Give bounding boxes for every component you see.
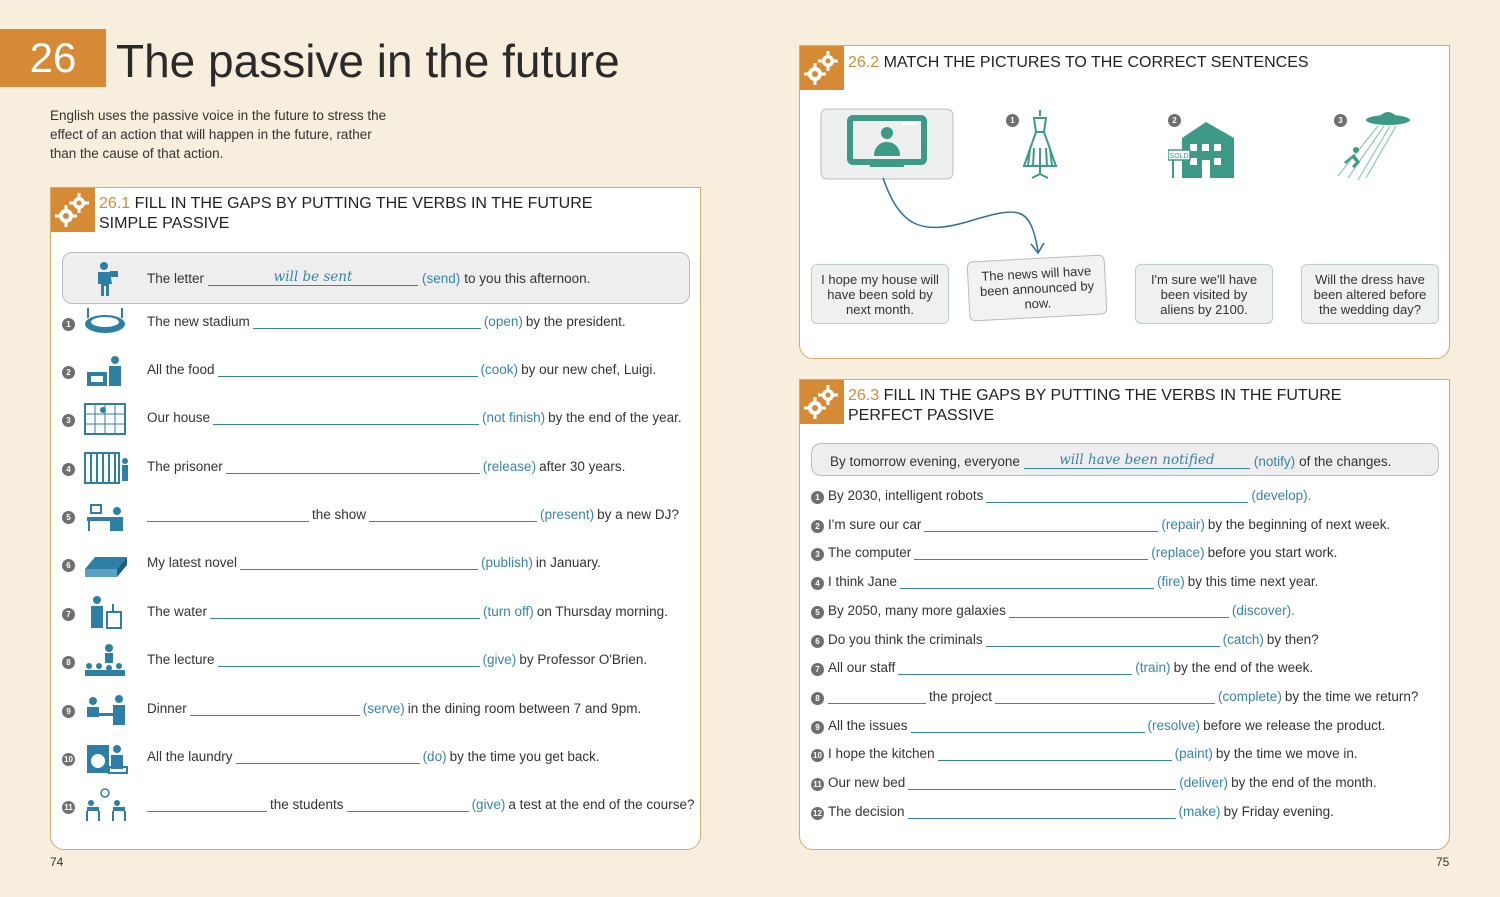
item-text-pre: All our staff — [828, 660, 896, 676]
item-text-pre: The decision — [828, 803, 905, 819]
item-verb: (do) — [422, 749, 447, 764]
gear-icon — [800, 46, 844, 90]
item-number: 10 — [811, 749, 824, 762]
item-verb: (fire) — [1157, 574, 1185, 590]
answer-blank[interactable] — [236, 750, 420, 764]
item-number: 8 — [62, 656, 75, 669]
dining-icon — [83, 691, 129, 727]
answer-blank[interactable] — [147, 508, 309, 522]
item-text-pre: The lecture — [147, 652, 215, 667]
svg-text:SOLD: SOLD — [1169, 153, 1189, 160]
answer-blank[interactable] — [908, 776, 1176, 790]
example-post: to you this afternoon. — [464, 271, 591, 286]
answer-blank[interactable] — [347, 798, 469, 812]
answer-blank[interactable] — [369, 508, 537, 522]
item-text-post: by the end of the week. — [1173, 660, 1314, 676]
item-text-post: by the end of the month. — [1231, 775, 1377, 790]
item-text-pre: My latest novel — [147, 555, 238, 570]
item-verb: (give) — [482, 652, 517, 667]
item-verb: (repair) — [1161, 516, 1205, 532]
item-verb: (present) — [540, 507, 595, 522]
prison-icon — [83, 449, 129, 485]
item-number: 5 — [62, 511, 75, 524]
exercise-item — [828, 775, 1380, 790]
item-number: 8 — [811, 692, 824, 705]
example-pre: By tomorrow evening, everyone — [830, 454, 1020, 469]
exercise-number: 26.1 — [99, 195, 131, 212]
exercise-item — [147, 410, 685, 425]
example-answer: will have been notified — [1024, 452, 1250, 469]
answer-blank[interactable] — [924, 518, 1158, 532]
sold-house-icon — [1168, 118, 1238, 180]
answer-blank[interactable] — [995, 690, 1215, 704]
item-text-post: by then? — [1266, 631, 1319, 647]
page-title: The passive in the future — [116, 35, 620, 87]
item-number: 9 — [62, 705, 75, 718]
item-text-post: by the end of the year. — [548, 410, 682, 425]
exercise-title — [848, 386, 1341, 426]
item-verb: (serve) — [362, 701, 405, 716]
page-number-right: 75 — [1436, 855, 1450, 869]
item-verb: (paint) — [1174, 746, 1213, 762]
exercise-item — [828, 517, 1393, 532]
exercise-item — [147, 555, 604, 570]
exercise-title — [99, 194, 592, 234]
exercise-number: 26.3 — [848, 387, 880, 404]
item-text-pre: All the issues — [828, 717, 908, 733]
item-text-pre: The water — [147, 604, 208, 619]
item-verb: (develop). — [1251, 488, 1312, 503]
exercise-title-line2: SIMPLE PASSIVE — [99, 215, 230, 232]
answer-blank[interactable] — [1009, 604, 1229, 618]
exercise-item — [147, 459, 628, 474]
item-text-pre: The prisoner — [147, 459, 223, 474]
exercise-item — [147, 797, 697, 812]
exercise-item — [828, 718, 1388, 733]
answer-blank[interactable] — [218, 363, 478, 377]
book-icon — [83, 545, 129, 581]
example-box — [62, 252, 690, 304]
sentence-card[interactable]: Will the dress have been altered before the wedding day? — [1301, 264, 1439, 324]
example-pre: The letter — [147, 271, 205, 286]
ufo-icon — [1326, 108, 1414, 180]
item-text-pre: All the food — [147, 362, 215, 377]
item-text-post: by this time next year. — [1187, 574, 1319, 590]
item-verb: (resolve) — [1147, 717, 1201, 733]
picture-number: 1 — [1006, 114, 1019, 127]
exercise-item — [828, 488, 1314, 503]
answer-blank[interactable] — [914, 546, 1148, 560]
exercise-title-line2: PERFECT PASSIVE — [848, 407, 995, 424]
exercise-26-3-panel — [799, 379, 1450, 850]
item-verb: (publish) — [481, 555, 533, 570]
answer-blank[interactable] — [253, 315, 481, 329]
item-text-pre: Our house — [147, 410, 211, 425]
gear-icon — [800, 380, 844, 424]
item-text-pre: The new stadium — [147, 314, 250, 329]
item-text-pre: I hope the kitchen — [828, 746, 935, 762]
exercise-item — [147, 749, 603, 764]
item-verb: (cook) — [480, 362, 519, 377]
item-number: 2 — [811, 520, 824, 533]
item-text-post: a test at the end of the course? — [508, 797, 695, 812]
item-number: 6 — [62, 559, 75, 572]
match-arrow — [880, 176, 1060, 256]
item-text-pre: Our new bed — [828, 775, 906, 790]
item-number: 9 — [811, 721, 824, 734]
item-number: 11 — [811, 778, 824, 791]
item-verb: (open) — [483, 314, 523, 329]
exercise-item — [828, 603, 1298, 618]
item-verb: (give) — [471, 797, 506, 812]
item-text-mid: the students — [270, 797, 344, 812]
item-text-post: before we release the product. — [1203, 717, 1386, 733]
lecture-icon — [83, 642, 129, 678]
item-text-post: by the time we return? — [1284, 688, 1419, 704]
answer-blank[interactable] — [213, 411, 479, 425]
item-text-post: by Professor O'Brien. — [519, 652, 648, 667]
item-number: 4 — [62, 463, 75, 476]
answer-blank[interactable] — [986, 633, 1220, 647]
item-number: 4 — [811, 577, 824, 590]
exercise-item — [147, 362, 659, 377]
answer-blank[interactable] — [986, 489, 1248, 503]
item-verb: (complete) — [1218, 688, 1282, 704]
answer-blank[interactable] — [911, 719, 1145, 733]
answer-blank[interactable] — [226, 460, 480, 474]
exercise-title-line1: FILL IN THE GAPS BY PUTTING THE VERBS IN THE FUTURE — [134, 195, 593, 212]
example-verb: (notify) — [1253, 454, 1296, 469]
exercise-item — [147, 314, 629, 329]
item-text-post: by the president. — [525, 314, 626, 329]
item-number: 3 — [811, 548, 824, 561]
mail-person-icon — [93, 261, 119, 295]
item-text-post: in the dining room between 7 and 9pm. — [407, 701, 642, 716]
dj-icon — [83, 497, 129, 533]
item-number: 10 — [62, 753, 75, 766]
item-verb: (not finish) — [482, 410, 546, 425]
answer-blank[interactable] — [938, 747, 1172, 761]
exercise-item — [828, 689, 1421, 704]
item-verb: (discover). — [1231, 602, 1295, 618]
item-verb: (catch) — [1222, 631, 1264, 647]
answer-blank[interactable] — [147, 798, 267, 812]
chef-icon — [83, 352, 129, 388]
gear-icon — [51, 188, 95, 232]
exercise-number: 26.2 — [848, 54, 880, 71]
item-number: 12 — [811, 807, 824, 820]
item-text-pre: I think Jane — [828, 574, 898, 590]
sentence-card[interactable]: I'm sure we'll have been visited by aliens by 2100. — [1135, 264, 1273, 324]
sentence-card[interactable]: I hope my house will have been sold by next month. — [811, 264, 949, 324]
item-text-mid: the show — [312, 507, 367, 522]
item-verb: (release) — [482, 459, 537, 474]
exercise-item — [147, 604, 671, 619]
item-text-post: by the time you get back. — [449, 749, 600, 764]
exercise-title-line1: FILL IN THE GAPS BY PUTTING THE VERBS IN THE FUTURE — [883, 387, 1342, 404]
exercise-item — [828, 804, 1337, 819]
item-text-pre: All the laundry — [147, 749, 233, 764]
item-text-post: by our new chef, Luigi. — [521, 362, 657, 377]
construction-icon — [83, 400, 129, 436]
item-number: 6 — [811, 635, 824, 648]
exercise-item — [828, 632, 1322, 647]
item-text-pre: The computer — [828, 545, 912, 561]
picture-number: 2 — [1168, 114, 1181, 127]
exercise-title — [848, 53, 1309, 73]
exercise-title-text: MATCH THE PICTURES TO THE CORRECT SENTENCES — [883, 54, 1309, 71]
page-number-left: 74 — [50, 855, 64, 869]
item-verb: (make) — [1178, 803, 1221, 819]
item-text-post: in January. — [535, 555, 601, 570]
item-text-post: by the beginning of next week. — [1207, 516, 1391, 532]
water-tap-icon — [83, 594, 129, 630]
answer-blank[interactable] — [898, 661, 1132, 675]
item-text-post: after 30 years. — [539, 459, 626, 474]
intro-text: English uses the passive voice in the future to stress the effect of an action that will happen in the future, rather than the cause of that action. — [50, 108, 387, 161]
item-verb: (deliver) — [1179, 775, 1229, 790]
item-text-pre: I'm sure our car — [828, 516, 922, 532]
exercise-26-1-panel — [50, 187, 701, 850]
exercise-26-2-panel — [799, 45, 1450, 359]
stadium-icon — [83, 304, 129, 340]
item-verb: (turn off) — [483, 604, 534, 619]
item-number: 3 — [62, 414, 75, 427]
item-text-pre: Dinner — [147, 701, 187, 716]
item-number: 7 — [62, 608, 75, 621]
item-text-post: on Thursday morning. — [536, 604, 668, 619]
tv-news-icon — [820, 108, 954, 180]
item-text-post: by the time we move in. — [1215, 746, 1358, 762]
answer-blank[interactable] — [240, 556, 478, 570]
exam-icon — [83, 787, 129, 823]
wedding-dress-icon — [1018, 108, 1062, 182]
exercise-item — [828, 574, 1321, 589]
item-number: 11 — [62, 801, 75, 814]
item-verb: (replace) — [1151, 545, 1205, 561]
exercise-item — [147, 507, 682, 522]
answer-blank[interactable] — [908, 805, 1176, 819]
item-text-pre: Do you think the criminals — [828, 631, 983, 647]
item-text-mid: the project — [929, 688, 993, 704]
answer-blank[interactable] — [210, 605, 480, 619]
item-number: 7 — [811, 663, 824, 676]
chapter-number: 26 — [0, 29, 106, 87]
item-text-post: by a new DJ? — [597, 507, 679, 522]
exercise-item — [147, 652, 650, 667]
example-verb: (send) — [422, 271, 461, 286]
answer-blank[interactable] — [218, 653, 480, 667]
picture-number: 3 — [1334, 114, 1347, 127]
exercise-item — [828, 746, 1361, 761]
answer-blank[interactable] — [190, 702, 360, 716]
item-verb: (train) — [1135, 660, 1171, 676]
item-number: 1 — [62, 318, 75, 331]
item-number: 2 — [62, 366, 75, 379]
exercise-item — [828, 660, 1316, 675]
laundry-icon — [83, 739, 129, 775]
exercise-item — [147, 701, 644, 716]
sentence-card[interactable]: The news will have been announced by now. — [967, 254, 1108, 321]
item-text-post: before you start work. — [1207, 545, 1338, 561]
answer-blank[interactable] — [828, 690, 926, 704]
exercise-item — [828, 545, 1340, 560]
item-number: 1 — [811, 491, 824, 504]
example-answer: will be sent — [208, 269, 418, 286]
item-text-pre: By 2030, intelligent robots — [828, 488, 984, 503]
example-post: of the changes. — [1299, 454, 1392, 469]
item-text-pre: By 2050, many more galaxies — [828, 602, 1006, 618]
item-number: 5 — [811, 606, 824, 619]
answer-blank[interactable] — [900, 575, 1154, 589]
item-text-post: by Friday evening. — [1223, 803, 1334, 819]
example-box — [811, 443, 1439, 476]
